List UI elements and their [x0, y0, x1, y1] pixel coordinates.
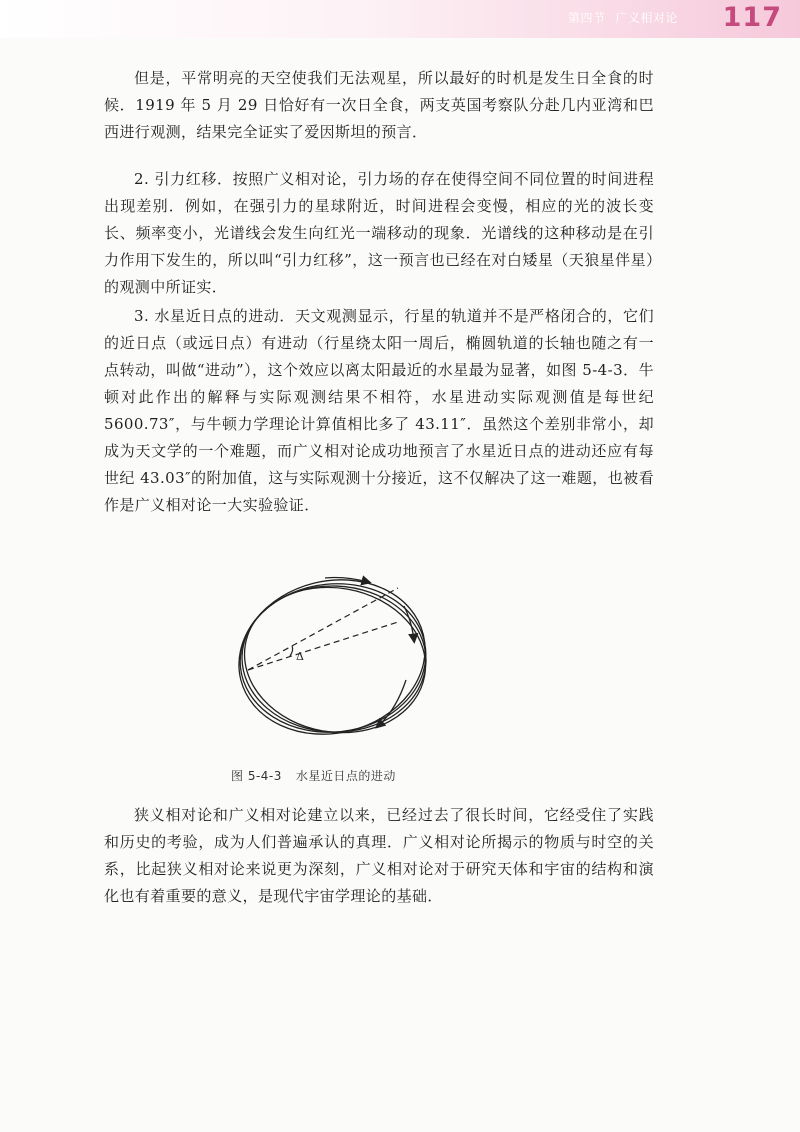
paragraph-solar-eclipse: 但是，平常明亮的天空使我们无法观星，所以最好的时机是发生日全食的时候．1919 年 5 月 29 日恰好有一次日全食，两支英国考察队分赴几内亚湾和巴西进行观测，结果完全证实了爱因斯坦的预言． — [104, 69, 654, 141]
figure-caption-text: 水星近日点的进动 — [295, 769, 396, 783]
header-chapter-title: 广义相对论 — [615, 11, 678, 25]
orbit-ellipse — [233, 573, 437, 746]
orbit-ellipse — [222, 561, 441, 750]
paragraph-gravitational-redshift: 2. 引力红移．按照广义相对论，引力场的存在使得空间不同位置的时间进程出现差别．例如，在强引力的星球附近，时间进程会变慢，相应的光的波长变长、频率变小，光谱线会发生向红光一端移动的现象．光谱线的这种移动是在引力作用下发生的，所以叫“引力红移”，这一预言也已经在对白矮星（天狼星伴星）的观测中所证实． — [104, 170, 654, 296]
mercury-precession-figure — [220, 560, 450, 750]
page-number: 117 — [722, 2, 782, 33]
precession-angle-symbol: Δ — [296, 650, 304, 663]
figure-caption — [231, 767, 396, 784]
header-section-title — [568, 9, 678, 26]
paragraph-mercury-perihelion: 3. 水星近日点的进动．天文观测显示，行星的轨道并不是严格闭合的，它们的近日点（或远日点）有进动（行星绕太阳一周后，椭圆轨道的长轴也随之有一点转动，叫做“进动”），这个效应以离太阳最近的水星最为显著，如图 5-4-3．牛顿对此作出的解释与实际观测结果不相符，水星进动实际观测值是每世纪 5600.73″，与牛顿力学理论计算值相比多了 43.11″．虽然这个差别非常小，却成为天文学的一个难题，而广义相对论成功地预言了水星近日点的进动还应有每世纪 43.03″的附加值，这与实际观测十分接近，这不仅解决了这一难题，也被看作是广义相对论一大实验验证． — [104, 307, 654, 514]
orbit-ellipse — [233, 575, 433, 742]
page-header — [0, 0, 800, 38]
header-section-number: 第四节 — [567, 11, 606, 25]
precession-angle-arc — [290, 646, 293, 656]
paragraph-conclusion: 狭义相对论和广义相对论建立以来，已经过去了很长时间，它经受住了实践和历史的考验，成为人们普遍承认的真理．广义相对论所揭示的物质与时空的关系，比起狭义相对论来说更为深刻，广义相对论对于研究天体和宇宙的结构和演化也有着重要的意义，是现代宇宙学理论的基础． — [104, 806, 654, 905]
figure-number: 图 5-4-3 — [231, 769, 282, 783]
